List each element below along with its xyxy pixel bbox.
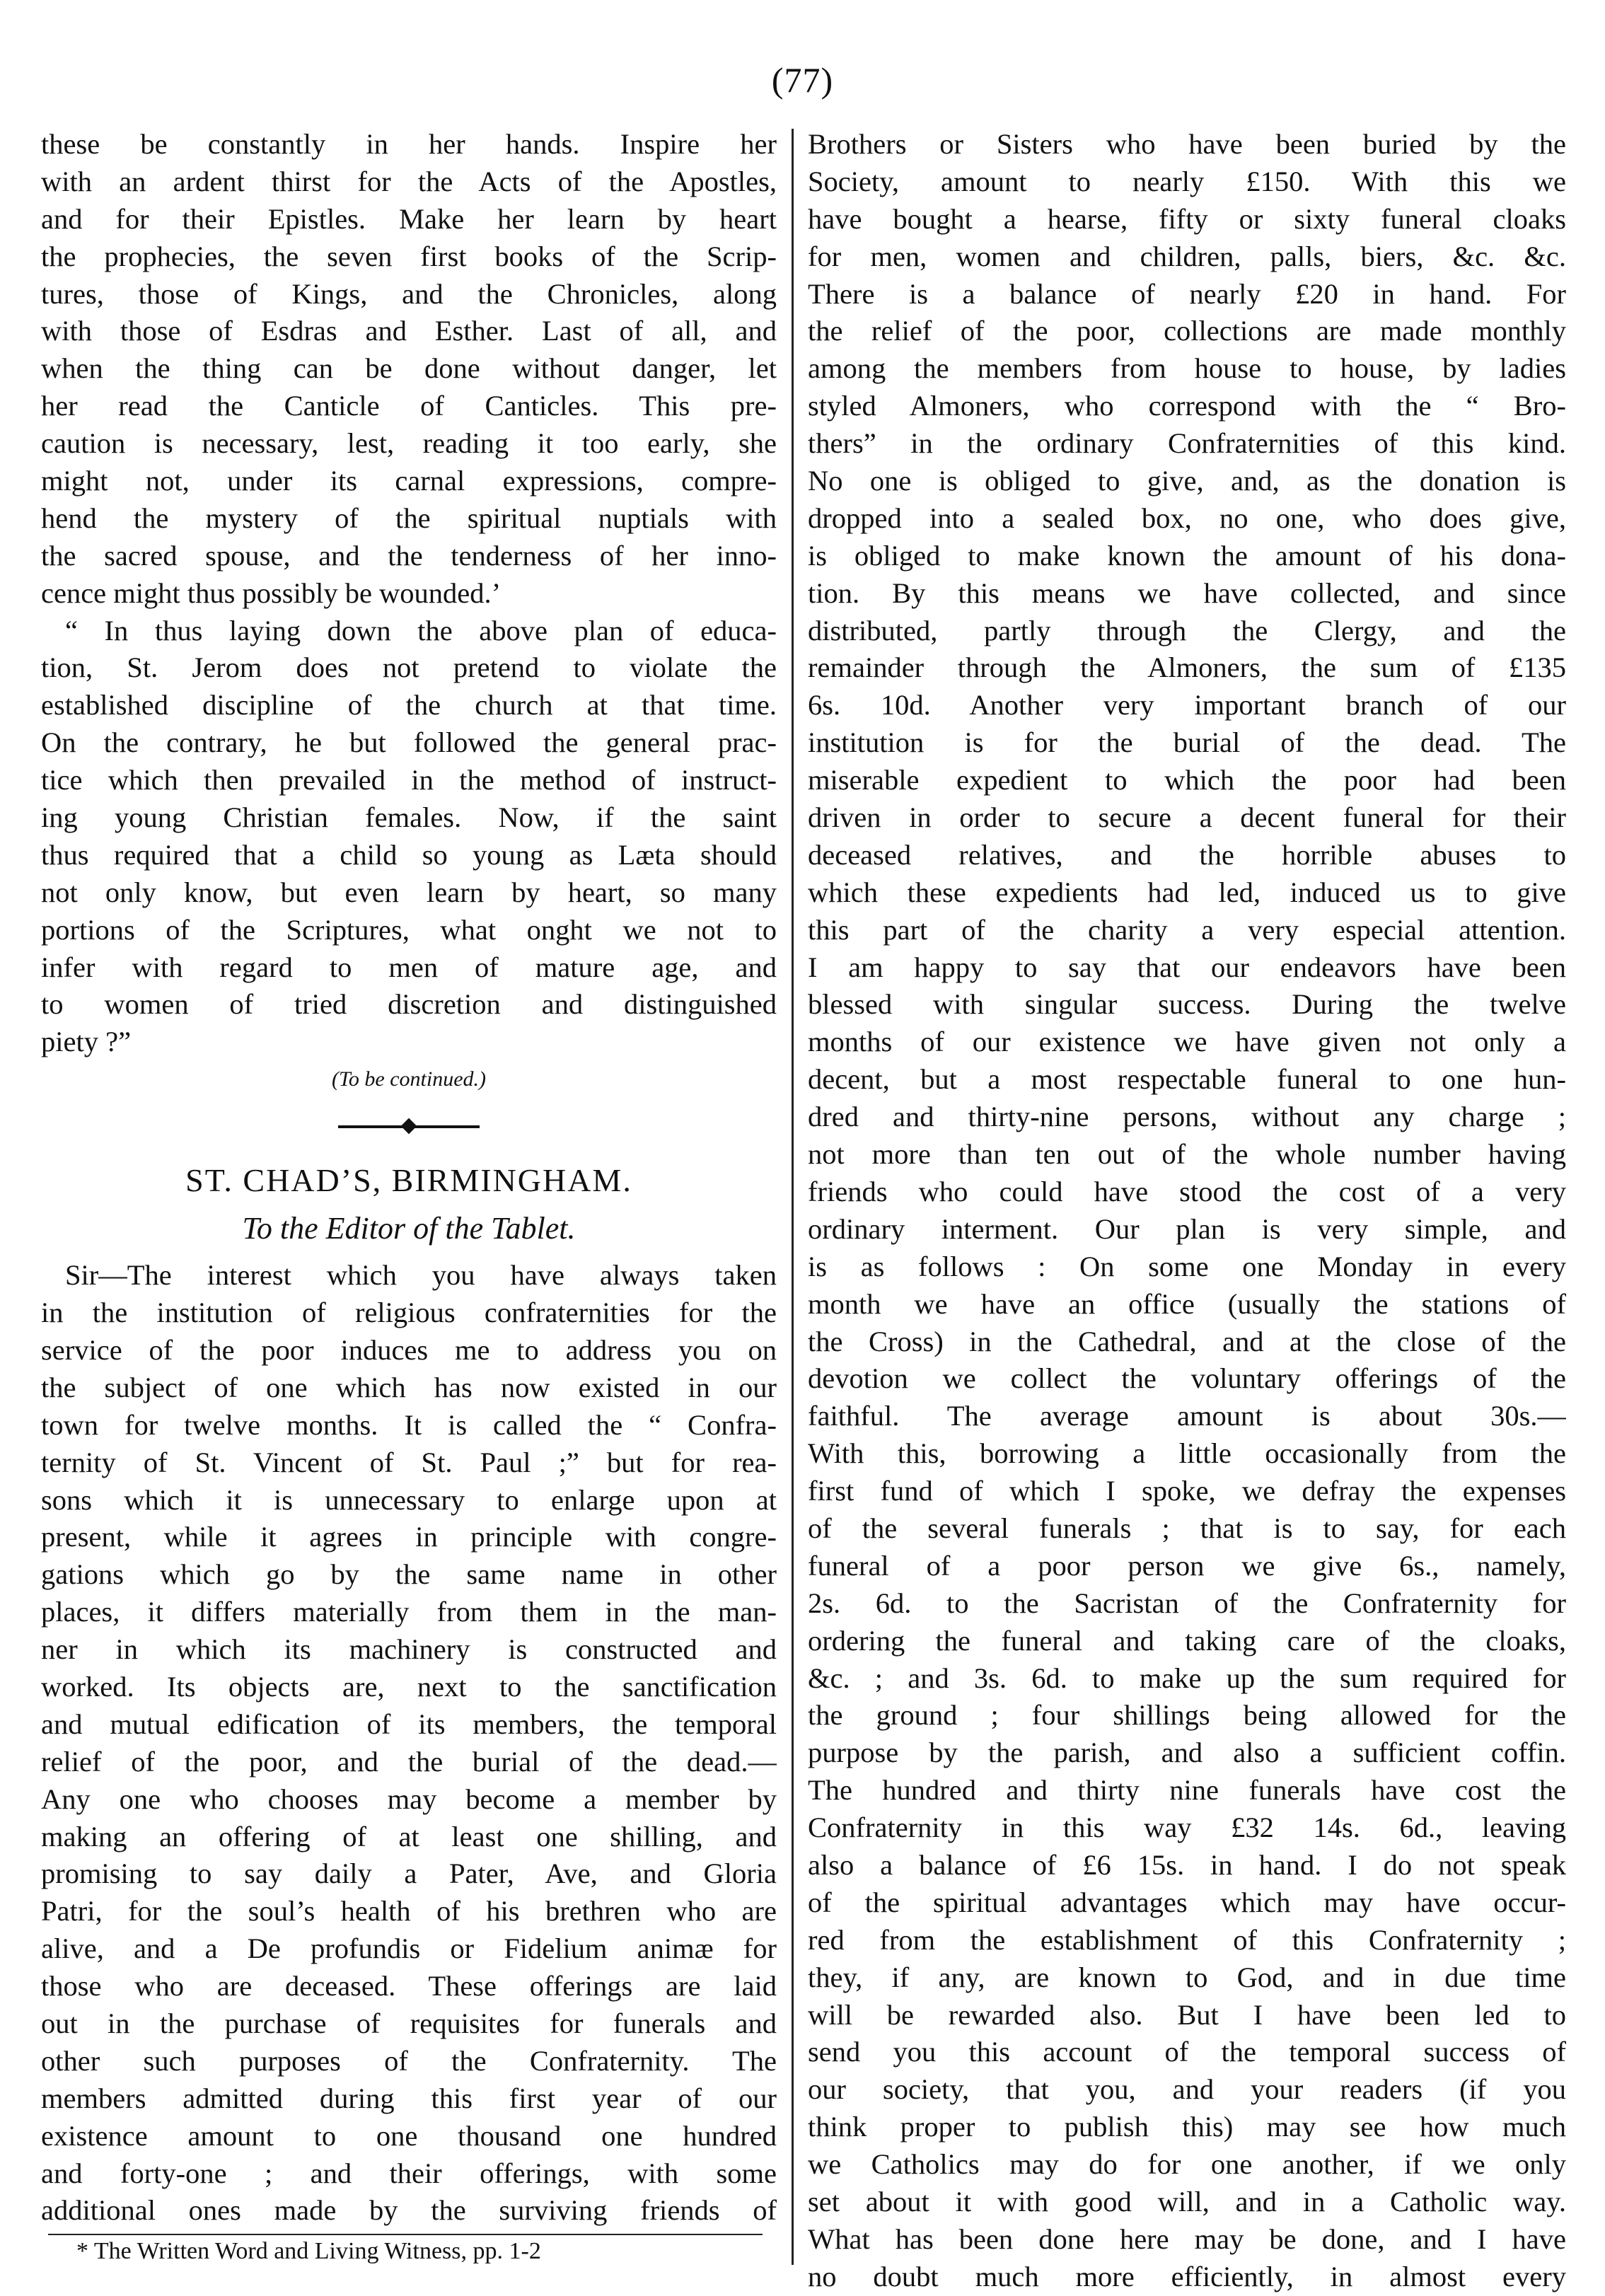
text-line: is as follows : On some one Monday in every bbox=[808, 1250, 1566, 1282]
text-line: Patri, for the soul’s health of his brethren who are bbox=[41, 1895, 777, 1927]
text-line: in the institution of religious confraternities for the bbox=[41, 1297, 777, 1329]
text-line: might not, under its carnal expressions, compre- bbox=[41, 465, 777, 497]
text-line: ner in which its machinery is constructed and bbox=[41, 1633, 777, 1666]
text-line: red from the establishment of this Confraternity ; bbox=[808, 1923, 1566, 1956]
text-line: will be rewarded also. But I have been led to bbox=[808, 1998, 1566, 2031]
text-line: tion. By this means we have collected, and since bbox=[808, 576, 1566, 609]
text-line: “ In thus laying down the above plan of educa- bbox=[65, 614, 777, 647]
text-line: the Cross) in the Cathedral, and at the close of the bbox=[808, 1325, 1566, 1357]
text-line: dred and thirty-nine persons, without any charge ; bbox=[808, 1101, 1566, 1133]
text-line: making an offering of at least one shilling, and bbox=[41, 1820, 777, 1853]
text-line: additional ones made by the surviving friends of bbox=[41, 2194, 777, 2227]
text-line: portions of the Scriptures, what onght we not to bbox=[41, 913, 777, 946]
text-line: out in the purchase of requisites for funerals and bbox=[41, 2007, 777, 2039]
text-line: faithful. The average amount is about 30s.— bbox=[808, 1400, 1566, 1432]
text-line: Society, amount to nearly £150. With this we bbox=[808, 165, 1566, 197]
text-line: Any one who chooses may become a member by bbox=[41, 1782, 777, 1815]
text-line: cence might thus possibly be wounded.’ bbox=[41, 576, 502, 609]
text-line: hend the mystery of the spiritual nuptials with bbox=[41, 501, 777, 534]
text-line: caution is necessary, lest, reading it too early, she bbox=[41, 427, 777, 460]
text-line: have bought a hearse, fifty or sixty funeral cloaks bbox=[808, 202, 1566, 235]
footnote: * The Written Word and Living Witness, pp. 1-2 bbox=[76, 2238, 541, 2264]
text-line: and forty-one ; and their offerings, with some bbox=[41, 2157, 777, 2189]
text-line: when the thing can be done without danger, let bbox=[41, 352, 777, 385]
article-subheading: To the Editor of the Tablet. bbox=[242, 1211, 576, 1246]
text-line: relief of the poor, and the burial of the dead.— bbox=[41, 1745, 777, 1778]
text-line: no doubt much more efficiently, in almost every bbox=[808, 2260, 1566, 2292]
text-line: first fund of which I spoke, we defray the expenses bbox=[808, 1475, 1566, 1507]
text-line: which these expedients had led, induced us to give bbox=[808, 876, 1566, 908]
text-line: worked. Its objects are, next to the sanctification bbox=[41, 1670, 777, 1703]
text-line: There is a balance of nearly £20 in hand. For bbox=[808, 277, 1566, 310]
text-line: members admitted during this first year of our bbox=[41, 2082, 777, 2114]
text-line: miserable expedient to which the poor had been bbox=[808, 764, 1566, 796]
text-line: infer with regard to men of mature age, and bbox=[41, 951, 777, 983]
text-line: of the several funerals ; that is to say, for each bbox=[808, 1512, 1566, 1544]
text-line: remainder through the Almoners, the sum of £135 bbox=[808, 651, 1566, 684]
text-line: not only know, but even learn by heart, so many bbox=[41, 876, 777, 908]
text-line: this part of the charity a very especial attention. bbox=[808, 913, 1566, 946]
text-line: 2s. 6d. to the Sacristan of the Confraternity for bbox=[808, 1587, 1566, 1619]
text-line: the sacred spouse, and the tenderness of her inno- bbox=[41, 539, 777, 572]
text-line: places, it differs materially from them in the man- bbox=[41, 1596, 777, 1628]
text-line: &c. ; and 3s. 6d. to make up the sum required for bbox=[808, 1662, 1566, 1694]
text-line: thers” in the ordinary Confraternities of this kind. bbox=[808, 427, 1566, 460]
text-line: dropped into a sealed box, no one, who does give, bbox=[808, 501, 1566, 534]
text-line: our society, that you, and your readers (if you bbox=[808, 2073, 1566, 2106]
text-line: of the spiritual advantages which may have occur- bbox=[808, 1886, 1566, 1918]
text-line: promising to say daily a Pater, Ave, and Gloria bbox=[41, 1857, 777, 1890]
text-line: with those of Esdras and Esther. Last of all, and bbox=[41, 315, 777, 347]
text-line: established discipline of the church at that time. bbox=[41, 689, 777, 721]
text-line: friends who could have stood the cost of a very bbox=[808, 1175, 1566, 1207]
text-line: Sir—The interest which you have always taken bbox=[65, 1259, 777, 1292]
text-line: devotion we collect the voluntary offerings of the bbox=[808, 1362, 1566, 1395]
text-line: Confraternity in this way £32 14s. 6d., leaving bbox=[808, 1811, 1566, 1844]
text-line: gations which go by the same name in other bbox=[41, 1558, 777, 1591]
text-line: purpose by the parish, and also a sufficient coffin. bbox=[808, 1737, 1566, 1769]
text-line: sons which it is unnecessary to enlarge upon at bbox=[41, 1483, 777, 1516]
text-line: What has been done here may be done, and I have bbox=[808, 2222, 1566, 2255]
text-line: present, while it agrees in principle with congre- bbox=[41, 1521, 777, 1553]
text-line: think proper to publish this) may see how much bbox=[808, 2111, 1566, 2143]
text-line: decent, but a most respectable funeral to one hun- bbox=[808, 1063, 1566, 1096]
text-line: existence amount to one thousand one hundred bbox=[41, 2119, 777, 2152]
text-line: tures, those of Kings, and the Chronicles, along bbox=[41, 277, 777, 310]
paragraph-education bbox=[41, 613, 777, 1062]
text-line: the relief of the poor, collections are made monthly bbox=[808, 315, 1566, 347]
text-line: 6s. 10d. Another very important branch of our bbox=[808, 689, 1566, 721]
text-line: not more than ten out of the whole number having bbox=[808, 1138, 1566, 1171]
text-line: these be constantly in her hands. Inspire her bbox=[41, 128, 777, 160]
text-line: I am happy to say that our endeavors have been bbox=[808, 951, 1566, 983]
text-line: funeral of a poor person we give 6s., namely, bbox=[808, 1549, 1566, 1582]
text-line: the prophecies, the seven first books of the Scrip- bbox=[41, 240, 777, 272]
text-line: the ground ; four shillings being allowed for the bbox=[808, 1699, 1566, 1732]
text-line: we Catholics may do for one another, if we only bbox=[808, 2148, 1566, 2181]
text-line: blessed with singular success. During the twelve bbox=[808, 988, 1566, 1021]
text-line: is obliged to make known the amount of his dona- bbox=[808, 539, 1566, 572]
article-heading: ST. CHAD’S, BIRMINGHAM. bbox=[185, 1162, 632, 1199]
text-line: tice which then prevailed in the method of instruct- bbox=[41, 764, 777, 796]
column-divider bbox=[792, 129, 794, 2265]
text-line: No one is obliged to give, and, as the donation is bbox=[808, 465, 1566, 497]
text-line: distributed, partly through the Clergy, and the bbox=[808, 614, 1566, 647]
text-line: service of the poor induces me to address you on bbox=[41, 1333, 777, 1366]
text-line: they, if any, are known to God, and in due time bbox=[808, 1961, 1566, 1993]
text-line: tion, St. Jerom does not pretend to violate the bbox=[41, 651, 777, 684]
page-number: (77) bbox=[771, 60, 834, 100]
text-line: deceased relatives, and the horrible abuses to bbox=[808, 838, 1566, 871]
text-line: for men, women and children, palls, biers, &c. &c. bbox=[808, 240, 1566, 272]
text-line: with an ardent thirst for the Acts of the Apostles, bbox=[41, 165, 777, 197]
text-line: ordinary interment. Our plan is very simple, and bbox=[808, 1212, 1566, 1245]
text-line: On the contrary, he but followed the general prac- bbox=[41, 726, 777, 759]
letter-body bbox=[41, 1257, 777, 2230]
text-line: send you this account of the temporal success of bbox=[808, 2036, 1566, 2068]
text-line: month we have an office (usually the stations of bbox=[808, 1287, 1566, 1320]
text-line: the subject of one which has now existed in our bbox=[41, 1371, 777, 1403]
ornament-diamond bbox=[401, 1118, 417, 1135]
text-line: those who are deceased. These offerings are laid bbox=[41, 1970, 777, 2002]
paragraph-continuation bbox=[41, 126, 777, 613]
text-line: town for twelve months. It is called the “ Confra- bbox=[41, 1408, 777, 1441]
text-line: also a balance of £6 15s. in hand. I do not speak bbox=[808, 1848, 1566, 1881]
left-column bbox=[41, 126, 777, 2230]
text-line: set about it with good will, and in a Catholic way. bbox=[808, 2185, 1566, 2217]
text-line: Brothers or Sisters who have been buried by the bbox=[808, 128, 1566, 160]
text-line: her read the Canticle of Canticles. This pre- bbox=[41, 390, 777, 422]
text-line: alive, and a De profundis or Fidelium animæ for bbox=[41, 1932, 777, 1965]
text-line: other such purposes of the Confraternity. The bbox=[41, 2044, 777, 2077]
text-line: thus required that a child so young as Læta should bbox=[41, 838, 777, 871]
right-column bbox=[808, 126, 1566, 2296]
text-line: months of our existence we have given not only a bbox=[808, 1026, 1566, 1058]
section-ornament bbox=[41, 1098, 777, 1155]
text-line: The hundred and thirty nine funerals have cost the bbox=[808, 1774, 1566, 1807]
text-line: ternity of St. Vincent of St. Paul ;” but for rea- bbox=[41, 1446, 777, 1478]
text-line: to women of tried discretion and distinguished bbox=[41, 988, 777, 1021]
text-line: styled Almoners, who correspond with the “ Bro- bbox=[808, 390, 1566, 422]
footnote-rule bbox=[48, 2234, 763, 2235]
text-line: and for their Epistles. Make her learn by heart bbox=[41, 202, 777, 235]
text-line: ordering the funeral and taking care of the cloaks, bbox=[808, 1624, 1566, 1657]
text-line: ing young Christian females. Now, if the saint bbox=[41, 801, 777, 834]
text-line: piety ?” bbox=[41, 1026, 132, 1058]
text-line: among the members from house to house, by ladies bbox=[808, 352, 1566, 385]
text-line: and mutual edification of its members, the temporal bbox=[41, 1707, 777, 1740]
text-line: driven in order to secure a decent funeral for their bbox=[808, 801, 1566, 834]
text-line: With this, borrowing a little occasionally from the bbox=[808, 1437, 1566, 1470]
continued-note: (To be continued.) bbox=[331, 1067, 487, 1091]
text-line: institution is for the burial of the dead. The bbox=[808, 726, 1566, 759]
